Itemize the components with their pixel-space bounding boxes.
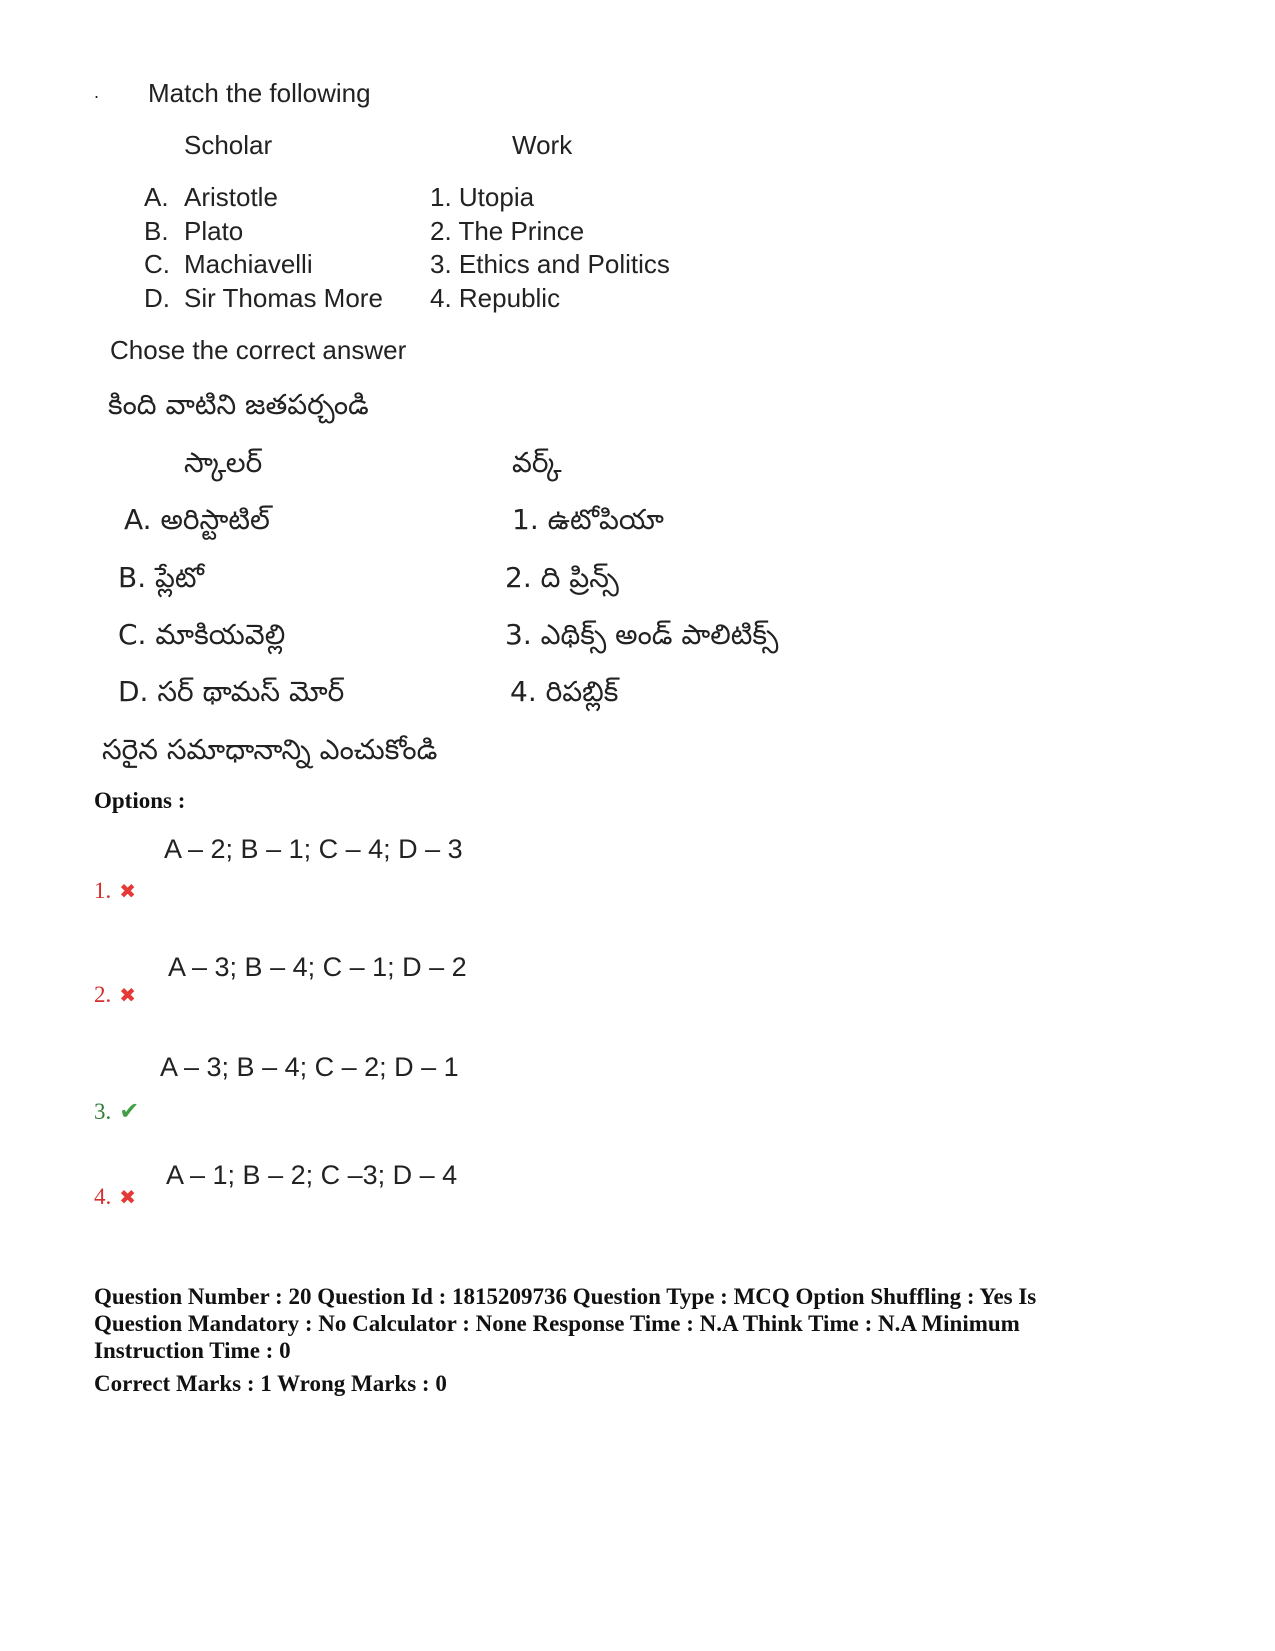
option-4-text: A – 1; B – 2; C –3; D – 4 <box>166 1160 458 1190</box>
option-4-number: 4. <box>94 1184 112 1209</box>
scholar-a-name: Aristotle <box>184 182 278 212</box>
check-mark-icon: ✔ <box>119 1098 140 1125</box>
option-2[interactable] <box>94 982 136 1008</box>
options-label: Options : <box>94 788 186 813</box>
option-2-text: A – 3; B – 4; C – 1; D – 2 <box>168 952 467 982</box>
scholar-b-name: Plato <box>184 216 244 246</box>
wrong-mark-icon: ✖ <box>119 881 137 903</box>
work-1: 1. Utopia <box>430 182 535 212</box>
scholar-d-name: Sir Thomas More <box>184 283 383 313</box>
work-3: 3. Ethics and Politics <box>430 249 670 279</box>
telugu-row-a-right: 1. ఉటోపియా <box>512 503 664 536</box>
telugu-row-d-left: D. సర్ థామస్ మోర్ <box>118 675 345 708</box>
telugu-row-b-left: B. ప్లేటో <box>118 561 204 594</box>
option-3[interactable] <box>94 1097 139 1126</box>
marks-info: Correct Marks : 1 Wrong Marks : 0 <box>94 1371 447 1396</box>
work-4: 4. Republic <box>430 283 561 313</box>
instruction-english: Chose the correct answer <box>110 335 407 365</box>
telugu-row-b-right: 2. ది ప్రిన్స్ <box>505 561 619 594</box>
wrong-mark-icon: ✖ <box>119 1187 137 1209</box>
scholar-header: Scholar <box>184 130 273 160</box>
work-2: 2. The Prince <box>430 216 585 246</box>
question-meta-line-2: Question Mandatory : No Calculator : None Response Time : N.A Think Time : N.A Minimum <box>94 1311 1020 1336</box>
question-meta-line-3: Instruction Time : 0 <box>94 1338 291 1363</box>
option-1-number: 1. <box>94 878 112 903</box>
wrong-mark-icon: ✖ <box>119 985 137 1007</box>
option-1-text: A – 2; B – 1; C – 4; D – 3 <box>164 834 463 864</box>
telugu-instruction: సరైన సమాధానాన్ని ఎంచుకోండి <box>102 733 438 766</box>
telugu-title: కింది వాటిని జతపర్చండి <box>108 388 369 421</box>
telugu-row-a-left: A. అరిస్టాటిల్ <box>124 503 270 536</box>
scholar-a-letter: A. <box>144 182 169 212</box>
telugu-work-header: వర్క్ <box>512 446 562 479</box>
option-4[interactable] <box>94 1184 136 1210</box>
scholar-b-letter: B. <box>144 216 169 246</box>
telugu-scholar-header: స్కాలర్ <box>184 446 263 479</box>
scholar-c-name: Machiavelli <box>184 249 313 279</box>
telugu-row-c-left: C. మాకియవెల్లి <box>118 618 286 651</box>
question-bullet: . <box>94 82 100 102</box>
scholar-c-letter: C. <box>144 249 170 279</box>
work-header: Work <box>512 130 573 160</box>
question-meta-line-1: Question Number : 20 Question Id : 1815209736 Question Type : MCQ Option Shuffling : Yes Is <box>94 1284 1037 1309</box>
option-1[interactable] <box>94 878 136 904</box>
question-title: Match the following <box>148 78 371 108</box>
option-3-text: A – 3; B – 4; C – 2; D – 1 <box>160 1052 459 1082</box>
scholar-d-letter: D. <box>144 283 170 313</box>
telugu-row-d-right: 4. రిపబ్లిక్ <box>510 675 619 708</box>
option-3-number: 3. <box>94 1099 112 1124</box>
option-2-number: 2. <box>94 982 112 1007</box>
telugu-row-c-right: 3. ఎథిక్స్ అండ్ పాలిటిక్స్ <box>505 618 779 651</box>
